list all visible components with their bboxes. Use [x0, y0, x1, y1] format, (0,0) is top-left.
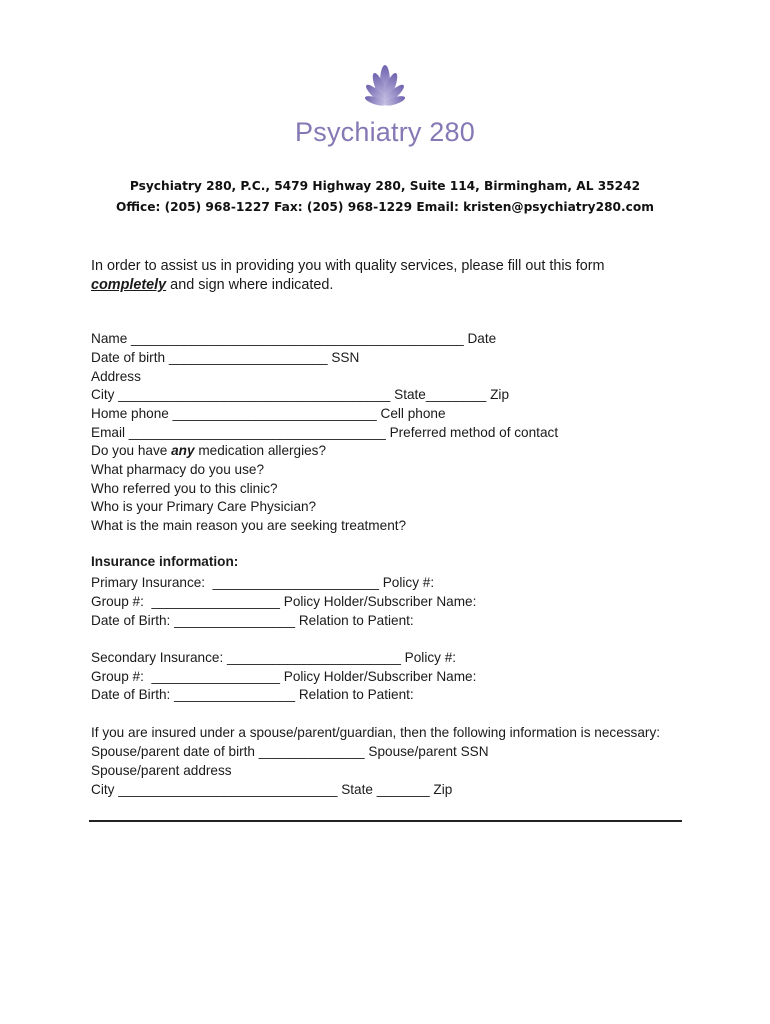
name-date-field[interactable]: Name ____________________________________________ Date: [91, 331, 500, 346]
section-divider: [89, 820, 682, 822]
secondary-insurance-field[interactable]: Secondary Insurance: _______________________ Policy #:: [91, 650, 460, 665]
dob-ssn-field[interactable]: Date of birth _____________________ SSN: [91, 350, 364, 365]
org-name: Psychiatry 280: [295, 117, 475, 147]
intro-text-before: In order to assist us in providing you with quality services, please fill out this form: [91, 258, 605, 274]
spouse-city-state-zip-field[interactable]: City _____________________________ State _______ Zip: [91, 782, 457, 797]
spouse-address-field[interactable]: Spouse/parent address: [91, 763, 236, 778]
allergy-field[interactable]: [91, 442, 691, 460]
insurance-section-title: Insurance information:: [91, 554, 239, 569]
contact-line: Office: (205) 968-1227 Fax: (205) 968-1229 Email: kristen@psychiatry280.com: [116, 200, 654, 214]
city-state-zip-field[interactable]: City ____________________________________ State________ Zip: [91, 387, 513, 402]
phone-fields[interactable]: Home phone ___________________________ Cell phone: [91, 406, 450, 421]
primary-insurance-field[interactable]: Primary Insurance: ______________________ Policy #:: [91, 575, 438, 590]
pcp-field[interactable]: Who is your Primary Care Physician?: [91, 499, 320, 514]
secondary-group-field[interactable]: Group #: _________________ Policy Holder/Subscriber Name:: [91, 669, 481, 684]
email-contact-field[interactable]: Email __________________________________ Preferred method of contact: [91, 425, 562, 440]
intro-text: [91, 257, 691, 295]
intro-emphasis: completely: [91, 277, 167, 293]
logo: [0, 60, 770, 116]
referral-field[interactable]: Who referred you to this clinic?: [91, 481, 282, 496]
pharmacy-field[interactable]: What pharmacy do you use?: [91, 462, 268, 477]
secondary-dob-relation-field[interactable]: Date of Birth: ________________ Relation to Patient:: [91, 687, 418, 702]
spouse-dob-ssn-field[interactable]: Spouse/parent date of birth ______________ Spouse/parent SSN: [91, 744, 493, 759]
allergy-after: medication allergies?: [194, 443, 330, 458]
address-line: Psychiatry 280, P.C., 5479 Highway 280, Suite 114, Birmingham, AL 35242: [129, 179, 641, 193]
reason-field[interactable]: What is the main reason you are seeking treatment?: [91, 518, 410, 533]
allergy-emphasis: any: [171, 443, 195, 458]
allergy-before: Do you have: [91, 443, 172, 458]
intro-text-after: and sign where indicated.: [166, 277, 334, 293]
primary-dob-relation-field[interactable]: Date of Birth: ________________ Relation to Patient:: [91, 613, 418, 628]
spouse-intro: If you are insured under a spouse/parent/guardian, then the following information is necessary:: [91, 725, 661, 740]
address-field[interactable]: Address: [91, 369, 145, 384]
lotus-icon: [340, 60, 430, 116]
primary-group-field[interactable]: Group #: _________________ Policy Holder/Subscriber Name:: [91, 594, 481, 609]
